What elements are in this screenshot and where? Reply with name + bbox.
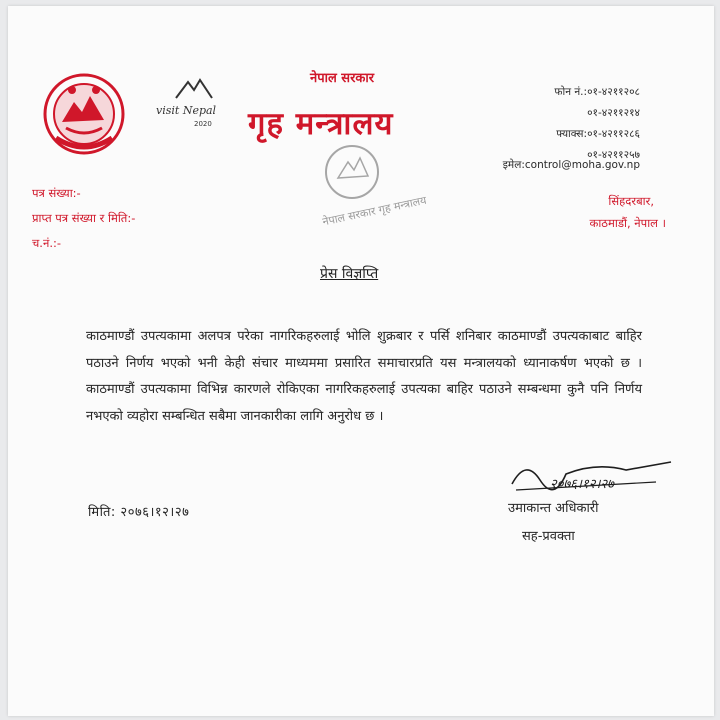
signer-name: उमाकान्त अधिकारी xyxy=(508,501,599,516)
fax-number: ०१-४२११२५७ xyxy=(587,149,640,161)
phone-number: ०१-४२११२०८ xyxy=(587,86,640,98)
visit-nepal-logo-icon xyxy=(154,74,232,130)
letter-sheet xyxy=(8,6,714,716)
government-label: नेपाल सरकार xyxy=(310,71,375,86)
visit-logo-text: visit Nepal xyxy=(156,104,217,117)
signer-role: सह-प्रवक्ता xyxy=(522,529,575,544)
signature-date-note: २०७६।१२।२७ xyxy=(550,477,614,492)
contact-row xyxy=(554,82,640,103)
nepal-emblem-icon xyxy=(42,72,126,156)
press-release-body: काठमाण्डौं उपत्यकामा अलपत्र परेका नागरिकहरुलाई भोलि शुक्रबार र पर्सि शनिबार काठमाण्डौं उपत्यकाबाट बाहिर पठाउने निर्णय भएको भनी केही संचार माध्यममा प्रसारित समाचारप्रति यस मन्त्रालयको ध्यानाकर्षण भएको छ । काठमाण्डौं उपत्यकामा विभिन्न कारणले रोकिएका नागरिकहरुलाई उपत्यका बाहिर पठाउने सम्बन्धमा कुनै पनि निर्णय नभएको व्यहोरा सम्बन्धित सबैमा जानकारीका लागि अनुरोध छ । xyxy=(86,329,642,424)
received-number-date-label: प्राप्त पत्र संख्या र मिति:- xyxy=(32,211,136,225)
stamp-text: नेपाल सरकार गृह मन्त्रालय xyxy=(321,193,428,229)
contact-block xyxy=(554,82,640,166)
handwritten-signature xyxy=(506,452,676,502)
ministry-stamp xyxy=(308,134,428,230)
address-line-2: काठमाडौं, नेपाल । xyxy=(589,216,666,230)
press-release-title: प्रेस विज्ञप्ति xyxy=(320,266,379,282)
address-line-1: सिंहदरबार, xyxy=(608,194,654,208)
ministry-title: गृह मन्त्रालय xyxy=(248,106,394,142)
letter-number-label: पत्र संख्या:- xyxy=(32,186,81,200)
issue-date: मिति: २०७६।१२।२७ xyxy=(88,505,190,520)
visit-logo-year: 2020 xyxy=(194,120,212,128)
contact-label: फोन नं.: xyxy=(554,86,588,98)
dispatch-number-label: च.नं.:- xyxy=(32,236,62,250)
contact-label: फ्याक्स: xyxy=(556,128,588,140)
phone-number: ०१-४२११२१४ xyxy=(587,107,640,119)
contact-row xyxy=(554,124,640,145)
fax-number: ०१-४२११२८६ xyxy=(587,128,640,140)
contact-row xyxy=(554,103,640,124)
visit-nepal-logo xyxy=(154,74,232,130)
email-address: इमेल:control@moha.gov.np xyxy=(502,159,640,171)
